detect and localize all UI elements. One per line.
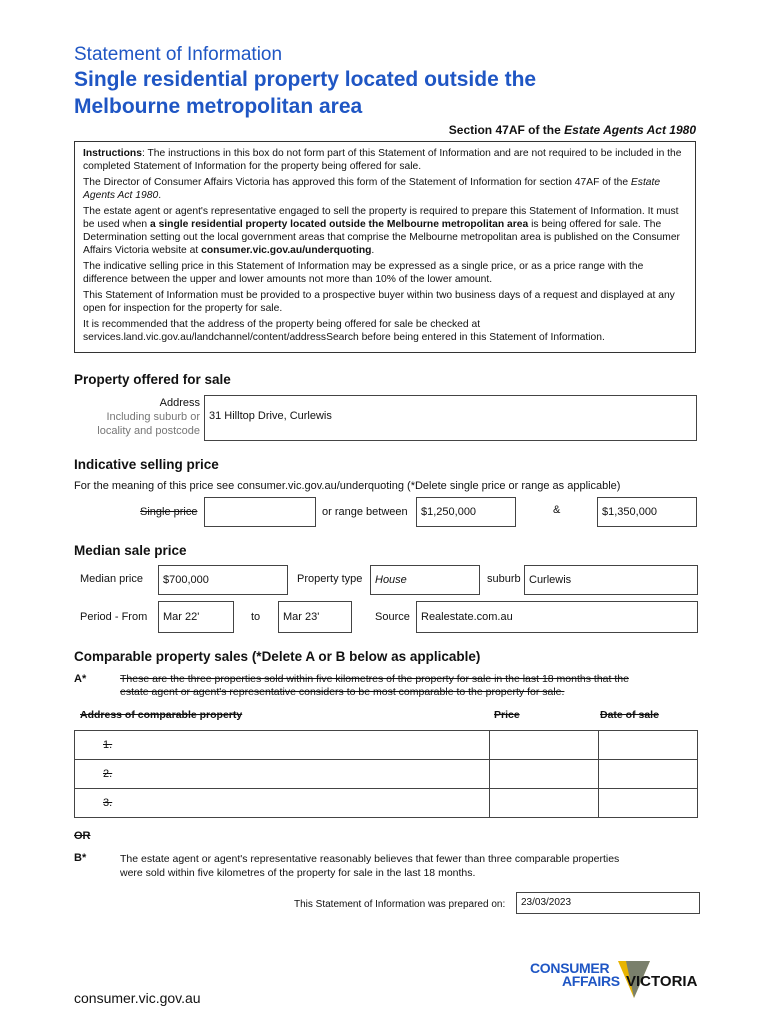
period-to-label: to <box>251 611 261 623</box>
instructions-p2b: Estate Agents Act 1980 <box>83 177 661 201</box>
range-low-field[interactable]: $1,250,000 <box>416 497 516 527</box>
address-label-line2: Including suburb or <box>106 411 200 423</box>
title-line-2: Melbourne metropolitan area <box>74 95 363 118</box>
address-label <box>74 396 200 438</box>
single-price-field[interactable] <box>204 497 316 527</box>
table-row <box>75 731 698 760</box>
section-act: Estate Agents Act 1980 <box>564 123 696 137</box>
table-row <box>75 760 698 789</box>
or-label: OR <box>74 830 91 842</box>
comparable-price-1[interactable] <box>490 731 599 760</box>
title-line-1: Single residential property located outside the <box>74 68 537 91</box>
section-reference <box>449 123 696 137</box>
table-row <box>75 789 698 818</box>
option-b-line2: were sold within five kilometres of the property for sale in the last 18 months. <box>120 867 476 879</box>
section-prefix: Section 47AF of the <box>448 123 565 137</box>
range-high-field[interactable]: $1,350,000 <box>597 497 697 527</box>
comparable-address-2[interactable] <box>75 760 490 789</box>
option-a-label: A* <box>74 673 87 685</box>
comparable-address-1[interactable] <box>75 731 490 760</box>
instructions-p3b: a single residential property located outside the Melbourne metropolitan area <box>149 219 529 230</box>
range-ampersand: & <box>553 504 561 516</box>
row-number: 3. <box>103 797 113 809</box>
instructions-p3a: The estate agent or agent's representative engaged to sell the property is required to prepare this Statement of Information. It must be used when <box>83 206 679 230</box>
logo-line1: CONSUMER <box>530 960 610 976</box>
option-b-line1: The estate agent or agent's representative reasonably believes that fewer than three comparable properties <box>120 853 620 865</box>
option-a-line2: estate agent or agent's representative considers to be most comparable to the property for sale. <box>120 686 565 698</box>
comparable-table <box>74 730 698 818</box>
instructions-p2c: . <box>158 190 162 201</box>
instructions-p3c: is being offered for sale. The Determination setting out the local government areas that comprise the Melbourne metropolitan area is published on the Consumer Affairs Victoria website at <box>83 219 680 256</box>
comparable-date-2[interactable] <box>599 760 698 789</box>
source-field[interactable]: Realestate.com.au <box>416 601 698 633</box>
logo-text <box>530 962 620 988</box>
col-date-header: Date of sale <box>600 709 659 721</box>
option-b-text <box>120 852 619 880</box>
col-address-header: Address of comparable property <box>80 709 243 721</box>
comparable-date-1[interactable] <box>599 731 698 760</box>
address-field[interactable]: 31 Hilltop Drive, Curlewis <box>204 395 697 441</box>
row-number: 2. <box>103 768 113 780</box>
median-price-field[interactable]: $700,000 <box>158 565 288 595</box>
instructions-p4: The indicative selling price in this Statement of Information may be expressed as a single price, or as a price range with the difference between the upper and lower amounts not more than 10% of the lower amount. <box>83 261 644 285</box>
source-label: Source <box>375 611 410 623</box>
instructions-p3 <box>83 205 687 257</box>
option-b-label: B* <box>74 852 87 864</box>
address-label-line3: locality and postcode <box>97 425 200 437</box>
suburb-label: suburb <box>487 573 521 585</box>
footer-url[interactable]: consumer.vic.gov.au <box>74 990 201 1006</box>
instructions-label: Instructions <box>83 148 142 159</box>
document-title <box>74 66 674 120</box>
option-a-text <box>120 673 629 699</box>
underquoting-link[interactable]: consumer.vic.gov.au/underquoting <box>201 245 372 256</box>
instructions-box <box>74 141 696 353</box>
comparable-price-3[interactable] <box>490 789 599 818</box>
suburb-field[interactable]: Curlewis <box>524 565 698 595</box>
consumer-affairs-victoria-logo <box>528 958 708 1013</box>
property-type-field[interactable]: House <box>370 565 480 595</box>
prepared-date-field[interactable]: 23/03/2023 <box>516 892 700 914</box>
logo-victoria: VICTORIA <box>626 973 698 990</box>
row-number: 1. <box>103 739 113 751</box>
comparable-date-3[interactable] <box>599 789 698 818</box>
instructions-p2a: The Director of Consumer Affairs Victoria has approved this form of the Statement of Information for section 47AF of the <box>83 177 631 188</box>
logo-line2: AFFAIRS <box>562 973 620 989</box>
col-price-header: Price <box>494 709 520 721</box>
period-from-label: Period - From <box>80 611 148 623</box>
instructions-p1-text: : The instructions in this box do not form part of this Statement of Information and are not required to be included in the completed Statement of Information for the property being offered for sale. <box>83 148 682 172</box>
instructions-p5: This Statement of Information must be provided to a prospective buyer within two business days of a request and displayed at any open for inspection for the property for sale. <box>83 290 675 314</box>
period-from-field[interactable]: Mar 22' <box>158 601 234 633</box>
range-label: or range between <box>322 506 408 518</box>
option-a-line1: These are the three properties sold within five kilometres of the property for sale in the last 18 months that the <box>120 673 629 685</box>
property-heading: Property offered for sale <box>74 372 231 387</box>
instructions-p6: It is recommended that the address of the property being offered for sale be checked at services.land.vic.gov.au/landchannel/content/addressSearch before being entered in this Statement of Information. <box>83 319 605 343</box>
period-to-field[interactable]: Mar 23' <box>278 601 352 633</box>
median-price-label: Median price <box>80 573 143 585</box>
single-price-label: Single price <box>140 506 198 518</box>
comparable-heading: Comparable property sales (*Delete A or B below as applicable) <box>74 649 481 664</box>
prepared-label: This Statement of Information was prepared on: <box>294 899 506 910</box>
instructions-p3e: . <box>371 245 375 256</box>
address-label-line1: Address <box>159 397 200 409</box>
comparable-price-2[interactable] <box>490 760 599 789</box>
indicative-note: For the meaning of this price see consumer.vic.gov.au/underquoting (*Delete single price or range as applicable) <box>74 480 621 492</box>
comparable-address-3[interactable] <box>75 789 490 818</box>
indicative-heading: Indicative selling price <box>74 457 219 472</box>
instructions-p2 <box>83 176 687 202</box>
median-heading: Median sale price <box>74 543 187 558</box>
document-subtitle: Statement of Information <box>74 44 283 65</box>
property-type-label: Property type <box>297 573 363 585</box>
instructions-p1 <box>83 147 687 173</box>
